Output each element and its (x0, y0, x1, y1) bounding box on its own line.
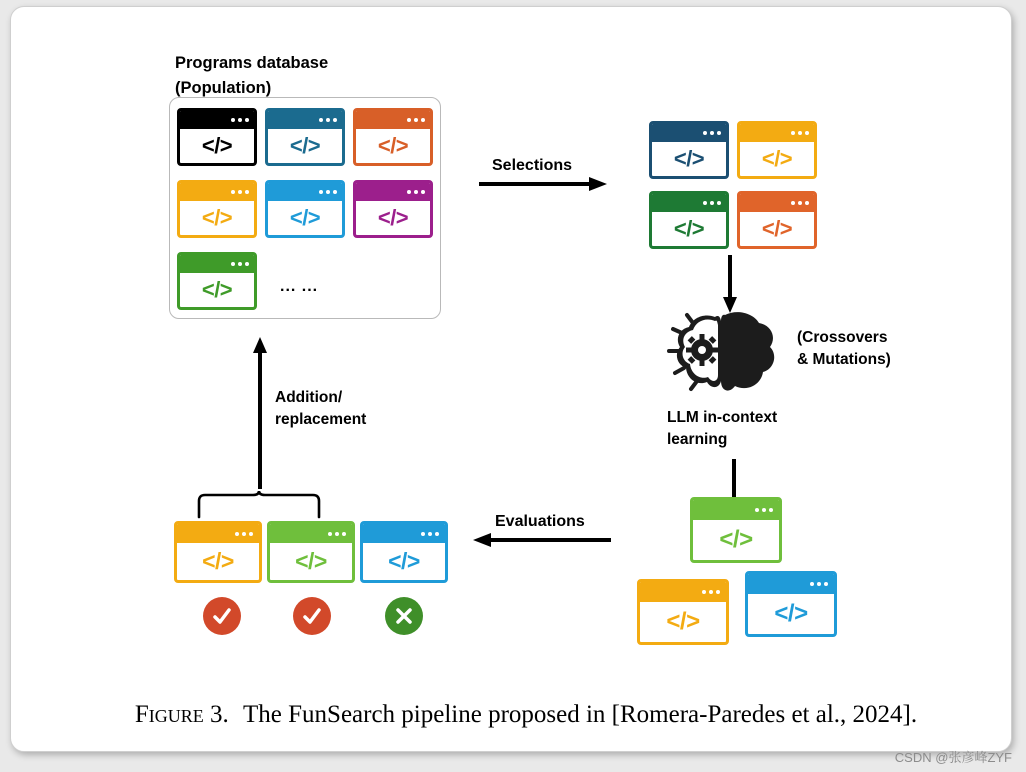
crossovers-line2: & Mutations) (797, 351, 891, 368)
window-dots-icon (231, 262, 249, 266)
addition-replacement-arrow (251, 337, 269, 493)
window-dots-icon (231, 190, 249, 194)
program-steelblue[interactable]: </> (265, 108, 345, 166)
programs-database-panel (169, 97, 441, 319)
selection-to-llm-arrow (721, 255, 739, 315)
generated-amber[interactable]: </> (637, 579, 729, 645)
window-dots-icon (810, 582, 828, 586)
window-dots-icon (755, 508, 773, 512)
figure-card (10, 6, 1012, 752)
evaluations-label: Evaluations (495, 513, 585, 530)
window-dots-icon (235, 532, 253, 536)
llm-caption-line2: learning (667, 431, 728, 448)
selections-arrow (479, 177, 609, 193)
selected-navy[interactable]: </> (649, 121, 729, 179)
status-badge-cross-blue (385, 597, 423, 635)
evaluated-blue[interactable]: </> (360, 521, 448, 583)
generated-green[interactable]: </> (690, 497, 782, 563)
addition-label-line2: replacement (275, 411, 367, 428)
window-dots-icon (702, 590, 720, 594)
database-title (175, 51, 328, 101)
window-dots-icon (328, 532, 346, 536)
program-black[interactable]: </> (177, 108, 257, 166)
generated-blue[interactable]: </> (745, 571, 837, 637)
evaluated-green[interactable]: </> (267, 521, 355, 583)
program-purple[interactable]: </> (353, 180, 433, 238)
figure-caption-text: The FunSearch pipeline proposed in [Romera-Paredes et al., 2024]. (243, 701, 918, 728)
selected-amber[interactable]: </> (737, 121, 817, 179)
evaluations-arrow (471, 533, 613, 549)
llm-caption-label (667, 407, 777, 451)
database-title-line2: (Population) (175, 79, 272, 97)
window-dots-icon (791, 201, 809, 205)
figure-canvas (49, 39, 993, 689)
window-dots-icon (319, 118, 337, 122)
program-orange[interactable]: </> (353, 108, 433, 166)
crossovers-mutations-label (797, 327, 891, 371)
window-dots-icon (231, 118, 249, 122)
crossovers-line1: (Crossovers (797, 329, 888, 346)
status-badge-check-green (293, 597, 331, 635)
accepted-brace (197, 491, 321, 519)
addition-replacement-label (275, 387, 366, 431)
selected-orange[interactable]: </> (737, 191, 817, 249)
program-amber[interactable]: </> (177, 180, 257, 238)
status-badge-check-amber (203, 597, 241, 635)
evaluated-amber[interactable]: </> (174, 521, 262, 583)
database-title-line1: Programs database (175, 54, 329, 72)
window-dots-icon (703, 201, 721, 205)
watermark-label: CSDN @张彦峰ZYF (894, 750, 1012, 765)
program-green[interactable]: </> (177, 252, 257, 310)
window-dots-icon (703, 131, 721, 135)
llm-brain-icon (669, 307, 781, 399)
selections-label: Selections (492, 157, 573, 174)
window-dots-icon (319, 190, 337, 194)
figure-caption-prefix: Figure 3. (134, 701, 229, 728)
window-dots-icon (421, 532, 439, 536)
addition-label-line1: Addition/ (275, 389, 343, 406)
figure-caption (61, 701, 991, 729)
program-lightblue[interactable]: </> (265, 180, 345, 238)
window-dots-icon (407, 118, 425, 122)
window-dots-icon (407, 190, 425, 194)
database-ellipsis: ... ... (280, 278, 319, 295)
selected-green[interactable]: </> (649, 191, 729, 249)
window-dots-icon (791, 131, 809, 135)
llm-caption-line1: LLM in-context (667, 409, 778, 426)
